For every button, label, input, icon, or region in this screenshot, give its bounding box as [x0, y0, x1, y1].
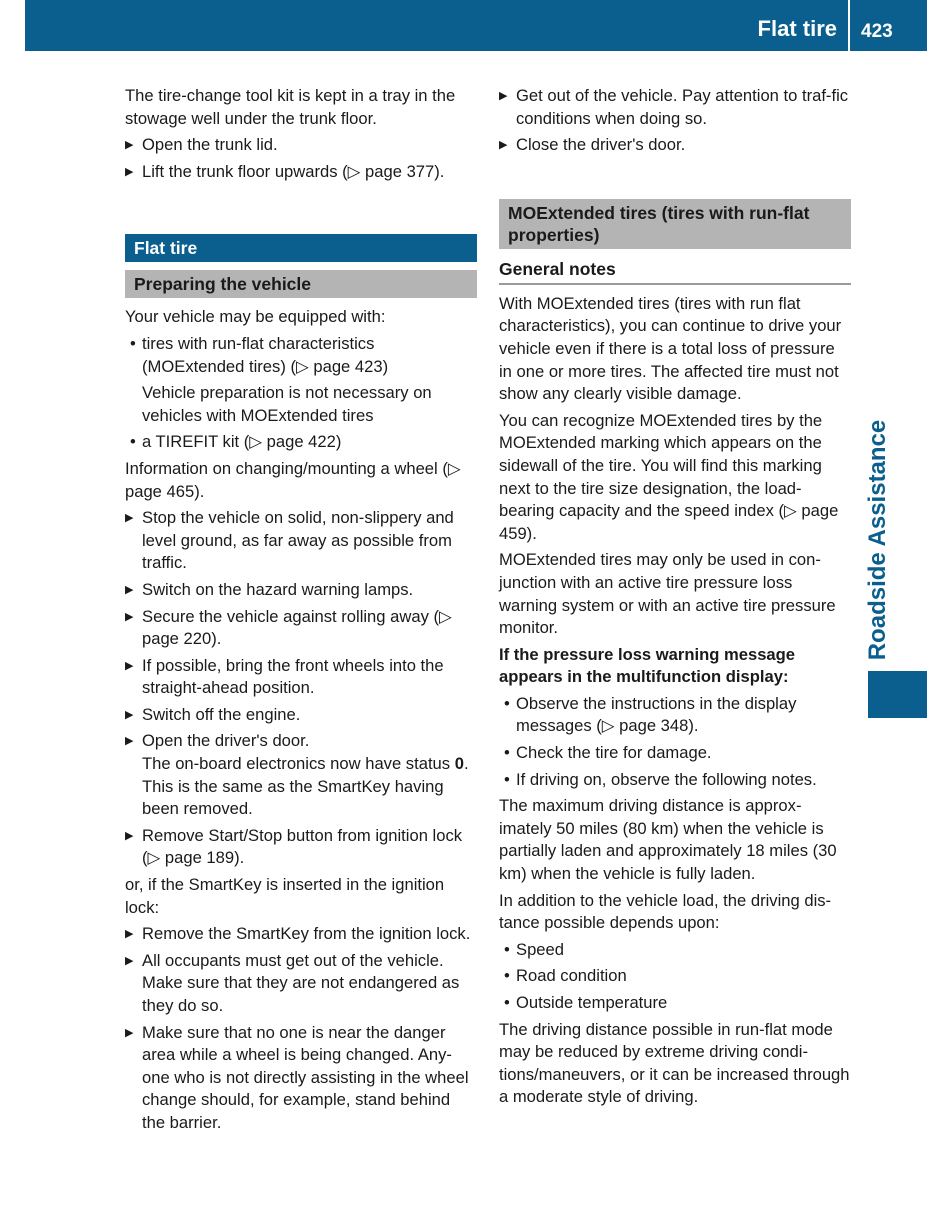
- step-text: Open the driver's door.: [142, 731, 310, 751]
- header-title: Flat tire: [757, 16, 837, 41]
- bullet-dot-icon: •: [504, 743, 510, 763]
- paragraph: You can recognize MOExtended tires by the MOExtended marking which appears on the sidewall of the tire. You will find this marking next to the tire size designation, the load-bearing capacity and the speed index (▷ page 459).: [499, 410, 839, 543]
- step-arrow-icon: ▶: [125, 708, 134, 721]
- bullet-dot-icon: •: [130, 432, 136, 452]
- bullet-dot-icon: •: [130, 333, 136, 353]
- step-text: Open the trunk lid.: [142, 135, 278, 155]
- step-text: Get out of the vehicle. Pay attention to traf-fic conditions when doing so.: [516, 86, 849, 128]
- step-text: Lift the trunk floor upwards (▷ page 377).: [142, 161, 445, 181]
- step-item: [125, 507, 477, 575]
- step-arrow-icon: ▶: [499, 90, 508, 102]
- side-tab: [863, 420, 893, 660]
- left-column: [125, 85, 477, 1139]
- bullet-dot-icon: •: [504, 693, 510, 713]
- status-value: 0: [454, 754, 464, 774]
- step-arrow-icon: ▶: [125, 165, 134, 178]
- step-text: If possible, bring the front wheels into the straight-ahead position.: [142, 655, 444, 698]
- step-text: Switch on the hazard warning lamps.: [142, 579, 414, 599]
- step-arrow-icon: ▶: [125, 139, 134, 152]
- paragraph: MOExtended tires may only be used in con-junction with an active tire pressure loss warning system or with an active tire pressure monitor.: [499, 550, 836, 638]
- step-item: [125, 606, 477, 651]
- step-arrow-icon: ▶: [125, 610, 134, 623]
- bullet-item: [499, 992, 851, 1015]
- side-tab-marker: [868, 671, 927, 718]
- step-text: Switch off the engine.: [142, 704, 301, 724]
- info-text: Information on changing/mounting a wheel (▷ page 465).: [125, 458, 461, 501]
- spacer: [125, 187, 477, 234]
- bullet-text: Observe the instructions in the display messages (▷ page 348).: [516, 693, 797, 736]
- bullet-text: Check the tire for damage.: [516, 743, 712, 763]
- step-text: Close the driver's door.: [516, 135, 686, 155]
- step-item: [125, 1022, 477, 1135]
- step-arrow-icon: ▶: [125, 512, 134, 525]
- bullet-item: [499, 693, 851, 738]
- bullet-text: Road condition: [516, 966, 627, 986]
- page-number: 423: [861, 21, 893, 42]
- status-text-pre: The on-board electronics now have status: [142, 754, 455, 774]
- step-arrow-icon: ▶: [125, 954, 134, 967]
- bold-paragraph: If the pressure loss warning message appears in the multifunction display:: [499, 644, 796, 687]
- header-divider: [848, 0, 850, 51]
- bullet-dot-icon: •: [504, 939, 510, 959]
- step-item: [125, 704, 477, 727]
- bullet-item: [499, 965, 851, 988]
- status-text-post: . This is the same as the SmartKey having been removed.: [142, 754, 469, 819]
- bullet-item: [499, 939, 851, 962]
- step-text: Remove the SmartKey from the ignition lock.: [142, 924, 471, 944]
- step-text: Make sure that no one is near the danger area while a wheel is being changed. Any-one who is not directly assisting in the wheel change should, for example, stand behind the barrier.: [142, 1022, 469, 1132]
- bullet-dot-icon: •: [504, 993, 510, 1012]
- paragraph: The maximum driving distance is approx-imately 50 miles (80 km) when the vehicle is partially laden and approximately 18 miles (30 km) when the vehicle is fully laden.: [499, 796, 837, 884]
- bullet-text: tires with run-flat characteristics (MOExtended tires) (▷ page 423): [142, 333, 389, 376]
- or-text: or, if the SmartKey is inserted in the ignition lock:: [125, 875, 445, 917]
- side-tab-label: Roadside Assistance: [864, 419, 891, 661]
- bullet-dot-icon: •: [504, 966, 510, 986]
- step-item: [499, 134, 851, 157]
- step-text: Stop the vehicle on solid, non-slippery and level ground, as far away as possible from traffic.: [142, 508, 454, 573]
- step-item: [125, 730, 477, 820]
- spacer: [499, 161, 851, 199]
- paragraph: With MOExtended tires (tires with run flat characteristics), you can continue to drive your vehicle even if there is a total loss of pressure in one or more tires. The affected tire must not show any clearly visible damage.: [499, 293, 842, 404]
- step-item: [125, 950, 477, 1018]
- subheading: General notes: [499, 257, 851, 285]
- step-text: Remove Start/Stop button from ignition lock (▷ page 189).: [142, 825, 463, 868]
- step-item: [125, 161, 477, 184]
- step-arrow-icon: ▶: [125, 659, 134, 672]
- paragraph: In addition to the vehicle load, the driving dis-tance possible depends upon:: [499, 890, 832, 933]
- paragraph: The driving distance possible in run-flat mode may be reduced by extreme driving condi-tions/maneuvers, or it can be increased through a moderate style of driving.: [499, 1019, 850, 1107]
- step-item: [499, 85, 851, 130]
- step-item: [125, 923, 477, 946]
- step-item: [125, 134, 477, 157]
- bullet-text: Outside temperature: [516, 993, 668, 1012]
- step-arrow-icon: ▶: [125, 829, 134, 842]
- bullet-dot-icon: •: [504, 769, 510, 789]
- step-item: [125, 655, 477, 700]
- bullet-text: Speed: [516, 939, 564, 959]
- step-text: All occupants must get out of the vehicle. Make sure that they are not endangered as they do so.: [142, 950, 460, 1015]
- step-arrow-icon: ▶: [125, 928, 134, 941]
- step-arrow-icon: ▶: [499, 139, 508, 152]
- step-arrow-icon: ▶: [125, 735, 134, 748]
- bullet-note: Vehicle preparation is not necessary on vehicles with MOExtended tires: [142, 383, 432, 425]
- page-header: [25, 0, 927, 51]
- right-column: [499, 85, 851, 1113]
- intro-text: The tire-change tool kit is kept in a tray in the stowage well under the trunk floor.: [125, 86, 456, 128]
- bullet-item: [125, 333, 477, 378]
- bullet-item: [125, 431, 477, 454]
- bullet-item: [499, 742, 851, 765]
- subsection-title: Preparing the vehicle: [125, 270, 477, 298]
- section-title: MOExtended tires (tires with run-flat properties): [499, 199, 851, 249]
- step-item: [125, 825, 477, 870]
- bullet-item: [499, 769, 851, 792]
- step-arrow-icon: ▶: [125, 1026, 134, 1039]
- step-arrow-icon: ▶: [125, 583, 134, 596]
- step-text: Secure the vehicle against rolling away (▷ page 220).: [142, 606, 452, 649]
- bullet-text: If driving on, observe the following notes.: [516, 769, 817, 789]
- section-title: Flat tire: [125, 234, 477, 262]
- step-item: [125, 579, 477, 602]
- equipped-intro: Your vehicle may be equipped with:: [125, 307, 386, 327]
- bullet-text: a TIREFIT kit (▷ page 422): [142, 432, 342, 452]
